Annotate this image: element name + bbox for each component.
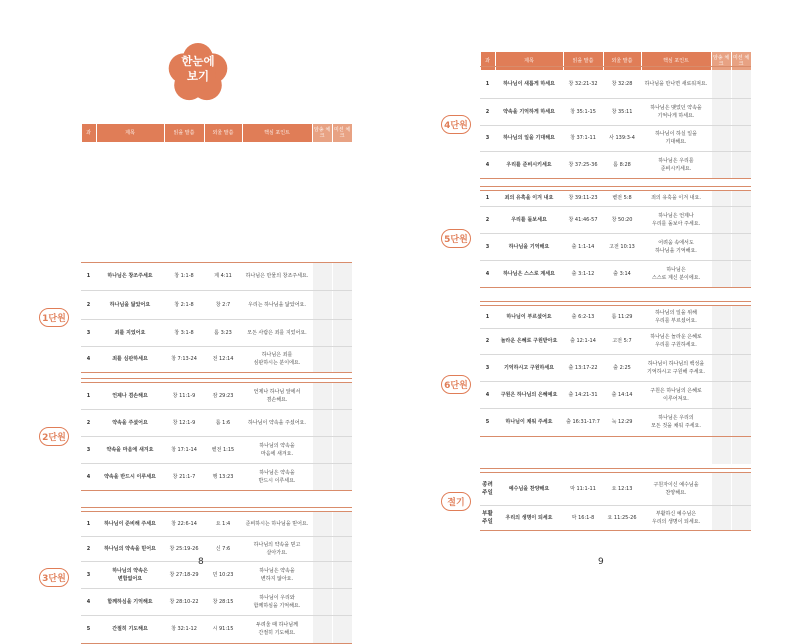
- unit-badge: 2단원: [39, 427, 69, 446]
- recite-check-box[interactable]: [711, 70, 731, 98]
- recite-check-box[interactable]: [711, 206, 731, 233]
- lesson-title: 하나님을 닮았어요: [109, 301, 151, 308]
- lesson-point: 두려울 때 하나님께 간절히 기도해요.: [256, 622, 298, 636]
- lesson-memory: 창 32:28: [611, 81, 633, 87]
- lesson-reading: 창 25:19-26: [169, 545, 199, 552]
- lesson-reading: 출 3:1-12: [571, 270, 595, 277]
- lesson-point: 하나님의 약속을 믿고 살아가요.: [253, 541, 301, 556]
- lesson-memory: 벧전 1:15: [211, 446, 235, 453]
- row-separator: [480, 436, 751, 437]
- lesson-title: 죄의 유혹을 이겨 내요: [504, 195, 554, 201]
- lesson-no: 3: [485, 243, 490, 250]
- row-separator: [480, 530, 751, 531]
- header-point: 핵심 포인트: [243, 124, 312, 142]
- row-separator: [480, 178, 751, 179]
- mission-check-box[interactable]: [332, 561, 352, 588]
- lesson-no: 5: [86, 626, 91, 632]
- lesson-memory: 요 1:4: [215, 520, 231, 527]
- lesson-title: 우리의 생명이 되세요: [505, 514, 553, 521]
- unit-divider-top: [480, 301, 751, 302]
- mission-check-box[interactable]: [332, 382, 352, 409]
- unit-divider-top: [480, 468, 751, 469]
- lesson-no: 종려 주일: [482, 481, 493, 496]
- row-separator: [480, 287, 751, 288]
- lesson-memory: 신 7:6: [215, 545, 231, 552]
- lesson-memory: 민 10:23: [212, 571, 234, 578]
- lesson-row: [480, 505, 751, 530]
- recite-check-box[interactable]: [312, 436, 332, 463]
- lesson-point: 하나님은 놀라운 은혜로 우리를 구원하세요.: [650, 334, 702, 348]
- lesson-reading: 창 28:10-22: [169, 598, 199, 605]
- lesson-row: [480, 260, 751, 287]
- header-reading: 읽을 말씀: [564, 52, 603, 70]
- unit-badge: 1단원: [39, 308, 69, 327]
- lesson-no: 4: [485, 391, 490, 398]
- header-num: 과: [82, 124, 96, 142]
- recite-check-box[interactable]: [312, 615, 332, 643]
- lesson-no: 4: [86, 598, 91, 605]
- lesson-title: 놀라운 은혜로 구원받아요: [500, 338, 558, 344]
- lesson-row: [480, 472, 751, 505]
- lesson-no: 부활 주일: [482, 510, 493, 525]
- mission-check-box[interactable]: [731, 328, 751, 354]
- left-page: [0, 0, 400, 636]
- lesson-no: 1: [485, 195, 490, 201]
- lesson-point: 모든 사람은 죄를 지었어요.: [247, 329, 307, 336]
- lesson-point: 우리는 하나님을 닮았어요.: [248, 301, 306, 308]
- lesson-no: 2: [86, 419, 91, 426]
- recite-check-box[interactable]: [312, 290, 332, 319]
- lesson-title: 하나님을 기억해요: [508, 243, 550, 250]
- lesson-row: [480, 98, 751, 125]
- lesson-row: [480, 151, 751, 178]
- lesson-point: 하나님이 약속을 주셨어요.: [248, 419, 306, 426]
- lesson-row: [480, 305, 751, 328]
- header-title: 제목: [496, 52, 563, 70]
- lesson-title: 하나님의 약속은 변함없어요: [112, 567, 148, 582]
- recite-check-box[interactable]: [312, 409, 332, 436]
- lesson-no: 1: [485, 313, 490, 320]
- lesson-point: 하나님이 하나님의 백성을 기억하시고 구원해 주세요.: [647, 360, 705, 375]
- lesson-point: 하나님은 약속을 변하지 않아요.: [259, 567, 295, 582]
- lesson-memory: 고전 10:13: [609, 243, 635, 250]
- lesson-no: 4: [485, 270, 490, 277]
- lesson-title: 구원은 하나님의 은혜예요: [500, 391, 558, 398]
- mission-check-box[interactable]: [731, 233, 751, 260]
- mission-check-box[interactable]: [731, 260, 751, 287]
- recite-check-box[interactable]: [312, 561, 332, 588]
- lesson-point: 부활하신 예수님은 우리의 생명이 되세요.: [651, 510, 701, 525]
- lesson-point: 어려움 속에서도 하나님을 기억해요.: [655, 239, 697, 254]
- lesson-reading: 창 12:1-9: [172, 419, 196, 426]
- lesson-reading: 창 27:18-29: [169, 571, 199, 578]
- recite-check-box[interactable]: [312, 588, 332, 615]
- lesson-table-right: [444, 52, 751, 530]
- mission-check-box[interactable]: [332, 536, 352, 561]
- lesson-reading: 막 16:1-8: [571, 514, 595, 521]
- lesson-point: 하나님이 하실 일을 기대해요.: [655, 131, 697, 145]
- recite-check-box[interactable]: [711, 408, 731, 436]
- right-page: [400, 0, 800, 586]
- recite-check-box[interactable]: [312, 382, 332, 409]
- lesson-reading: 창 21:1-7: [172, 473, 196, 480]
- lesson-memory: 벧전 5:8: [612, 195, 632, 201]
- header-memory: 외울 말씀: [604, 52, 641, 70]
- header-num: 과: [481, 52, 495, 70]
- recite-check-box[interactable]: [312, 536, 332, 561]
- recite-check-box[interactable]: [312, 346, 332, 372]
- lesson-point: 준비하시는 하나님을 믿어요.: [245, 520, 309, 527]
- header-recite: 암송 체크: [712, 52, 731, 70]
- lesson-point: 하나님의 약속을 마음에 새겨요.: [259, 442, 295, 457]
- lesson-row: [480, 381, 751, 408]
- header-mission: 미션 체크: [333, 124, 352, 142]
- mission-check-box[interactable]: [332, 436, 352, 463]
- lesson-row: [480, 354, 751, 381]
- lesson-reading: 출 16:31-17:7: [566, 419, 600, 425]
- lesson-no: 2: [485, 216, 490, 223]
- unit-divider-top: [81, 507, 352, 508]
- lesson-no: 3: [485, 135, 490, 141]
- mission-check-box[interactable]: [332, 346, 352, 372]
- lesson-point: 하나님은 우리의 모든 것을 채워 주세요.: [651, 415, 701, 429]
- lesson-row: [81, 536, 352, 561]
- mission-check-box[interactable]: [332, 615, 352, 643]
- lesson-title: 약속을 반드시 이루세요: [104, 473, 156, 480]
- lesson-memory: 창 28:15: [212, 598, 234, 605]
- lesson-memory: 고전 5:7: [612, 338, 632, 344]
- lesson-reading: 막 11:1-11: [570, 485, 596, 492]
- unit-divider-top: [81, 378, 352, 379]
- lesson-row: [81, 382, 352, 409]
- lesson-title: 하나님이 부르셨어요: [506, 313, 552, 320]
- lesson-title: 하나님이 채워 주세요: [505, 419, 553, 425]
- mission-check-box[interactable]: [731, 206, 751, 233]
- lesson-memory: 사 139:3-4: [609, 135, 635, 141]
- page-number-right: 9: [598, 557, 604, 567]
- overview-title-line1: 한눈에: [181, 54, 215, 68]
- lesson-no: 5: [485, 419, 490, 425]
- recite-check-box[interactable]: [312, 262, 332, 290]
- lesson-memory: 롬 11:29: [611, 313, 633, 320]
- lesson-title: 약속을 마음에 새겨요: [106, 446, 154, 453]
- lesson-point: 하나님을 만나면 새로워져요.: [644, 81, 708, 87]
- recite-check-box[interactable]: [711, 354, 731, 381]
- lesson-no: 4: [86, 473, 91, 480]
- page-number-left: 8: [198, 557, 204, 567]
- unit-badge: 6단원: [441, 375, 471, 394]
- lesson-no: 2: [86, 301, 91, 308]
- mission-check-box[interactable]: [731, 70, 751, 98]
- lesson-row: [81, 409, 352, 436]
- mission-check-box[interactable]: [332, 290, 352, 319]
- recite-check-box[interactable]: [711, 151, 731, 178]
- lesson-reading: 창 32:1-12: [171, 626, 197, 632]
- lesson-title: 하나님의 약속을 믿어요: [104, 545, 156, 552]
- recite-check-box[interactable]: [711, 472, 731, 505]
- mission-check-box[interactable]: [332, 588, 352, 615]
- recite-check-box[interactable]: [312, 511, 332, 536]
- lesson-memory: 창 35:11: [611, 108, 633, 115]
- lesson-reading: 창 17:1-14: [171, 446, 197, 453]
- recite-check-box[interactable]: [711, 125, 731, 151]
- lesson-row: [81, 463, 352, 490]
- lesson-reading: 창 11:1-9: [172, 392, 196, 399]
- unit-badge: 3단원: [39, 568, 69, 587]
- lesson-point: 구원은 하나님의 은혜로 이루어져요.: [650, 387, 702, 402]
- lesson-row: [81, 615, 352, 643]
- lesson-row: [480, 206, 751, 233]
- lesson-point: 구원자이신 예수님을 찬양해요.: [653, 481, 699, 496]
- lesson-reading: 창 35:1-15: [570, 108, 596, 115]
- lesson-memory: 창 2:7: [215, 301, 231, 308]
- lesson-row: [81, 290, 352, 319]
- header-reading: 읽을 말씀: [165, 124, 204, 142]
- lesson-memory: 계 4:11: [214, 273, 232, 279]
- lesson-point: 하나님은 약속을 반드시 이루세요.: [258, 469, 296, 484]
- lesson-title: 약속을 주셨어요: [112, 419, 148, 426]
- mission-check-box[interactable]: [731, 354, 751, 381]
- lesson-reading: 창 39:11-23: [568, 195, 598, 201]
- lesson-no: 1: [485, 81, 490, 87]
- header-point: 핵심 포인트: [642, 52, 711, 70]
- header-memory: 외울 말씀: [205, 124, 242, 142]
- lesson-title: 우리를 준비시키세요: [506, 161, 552, 168]
- lesson-title: 언제나 겸손해요: [112, 392, 148, 399]
- lesson-point: 하나님은 스스로 계신 분이에요.: [651, 266, 701, 281]
- row-separator: [81, 372, 352, 373]
- lesson-memory: 잠 29:23: [212, 392, 234, 399]
- lesson-no: 2: [485, 108, 490, 115]
- lesson-title: 하나님이 새롭게 하세요: [503, 81, 555, 87]
- lesson-point: 하나님은 맺었던 약속을 기억나게 하세요.: [650, 104, 702, 119]
- recite-check-box[interactable]: [312, 319, 332, 346]
- lesson-reading: 출 12:1-14: [570, 338, 596, 344]
- lesson-no: 2: [485, 338, 490, 344]
- lesson-no: 1: [86, 392, 91, 399]
- overview-title: [166, 54, 230, 84]
- lesson-row: [480, 70, 751, 98]
- lesson-no: 3: [86, 571, 91, 578]
- lesson-reading: 창 3:1-8: [174, 329, 194, 336]
- mission-check-box[interactable]: [731, 151, 751, 178]
- lesson-reading: 출 6:2-13: [571, 313, 595, 320]
- lesson-reading: 창 22:6-14: [171, 520, 197, 527]
- row-separator: [81, 490, 352, 491]
- lesson-memory: 창 50:20: [611, 216, 633, 223]
- recite-check-box[interactable]: [711, 328, 731, 354]
- lesson-row: [480, 233, 751, 260]
- lesson-reading: 창 1:1-8: [174, 273, 194, 279]
- lesson-title: 약속을 기억하게 하세요: [503, 108, 555, 115]
- lesson-row: [81, 561, 352, 588]
- mission-check-box[interactable]: [731, 408, 751, 436]
- mission-check-box[interactable]: [731, 472, 751, 505]
- lesson-reading: 출 1:1-14: [571, 243, 595, 250]
- lesson-title: 죄를 심판하세요: [112, 356, 148, 362]
- lesson-row: [480, 408, 751, 436]
- lesson-point: 하나님은 우리를 준비시키세요.: [658, 157, 694, 172]
- lesson-table-left: [42, 124, 352, 643]
- lesson-no: 4: [485, 161, 490, 168]
- lesson-reading: 창 2:1-8: [174, 301, 194, 308]
- mission-check-box[interactable]: [731, 190, 751, 206]
- lesson-point: 언제나 하나님 앞에서 겸손해요.: [253, 388, 301, 403]
- lesson-no: 3: [86, 446, 91, 453]
- lesson-reading: 창 41:46-57: [568, 216, 598, 223]
- lesson-point: 하나님은 언제나 우리를 돌보아 주세요.: [651, 212, 701, 227]
- lesson-title: 하나님은 창조주세요: [107, 273, 153, 279]
- lesson-no: 1: [86, 520, 91, 527]
- header-mission: 미션 체크: [732, 52, 751, 70]
- lesson-point: 하나님이 우리와 함께하심을 기억해요.: [253, 594, 301, 609]
- lesson-point: 하나님은 만물의 창조주세요.: [245, 273, 309, 279]
- mission-check-box[interactable]: [332, 262, 352, 290]
- unit-badge: 5단원: [441, 229, 471, 248]
- lesson-row: [480, 328, 751, 354]
- lesson-title: 하나님의 일을 기대해요: [503, 135, 555, 141]
- header-title: 제목: [97, 124, 164, 142]
- lesson-title: 죄를 지었어요: [114, 329, 146, 336]
- lesson-memory: 출 2:25: [613, 364, 631, 371]
- mission-check-box[interactable]: [332, 511, 352, 536]
- lesson-memory: 전 12:14: [212, 356, 234, 362]
- lesson-reading: 출 13:17-22: [568, 364, 598, 371]
- lesson-row: [81, 262, 352, 290]
- lesson-title: 예수님을 찬양해요: [508, 485, 550, 492]
- lesson-memory: 출 3:14: [613, 270, 631, 277]
- unit-divider-top: [480, 186, 751, 187]
- recite-check-box[interactable]: [711, 233, 731, 260]
- lesson-memory: 요 11:25-26: [607, 514, 637, 521]
- mission-check-box[interactable]: [731, 505, 751, 530]
- lesson-memory: 롬 8:28: [613, 161, 631, 168]
- mission-check-box[interactable]: [731, 125, 751, 151]
- recite-check-box[interactable]: [711, 260, 731, 287]
- recite-check-box[interactable]: [711, 381, 731, 408]
- lesson-row: [81, 588, 352, 615]
- unit-badge: 4단원: [441, 115, 471, 134]
- lesson-title: 간절히 기도해요: [112, 626, 148, 632]
- lesson-reading: 출 14:21-31: [568, 391, 598, 398]
- mission-check-box[interactable]: [332, 409, 352, 436]
- lesson-memory: 눅 12:29: [611, 419, 633, 425]
- mission-check-box[interactable]: [731, 98, 751, 125]
- overview-title-line2: 보기: [186, 69, 210, 83]
- lesson-row: [480, 125, 751, 151]
- lesson-reading: 창 32:21-32: [568, 81, 598, 87]
- recite-check-box[interactable]: [711, 505, 731, 530]
- recite-check-box[interactable]: [711, 190, 731, 206]
- lesson-memory: 행 13:23: [212, 473, 234, 480]
- lesson-reading: 창 37:1-11: [570, 135, 596, 141]
- lesson-point: 하나님의 일을 위해 우리를 부르셨어요.: [655, 309, 697, 324]
- lesson-memory: 롬 1:6: [215, 419, 231, 426]
- lesson-row: [480, 190, 751, 206]
- lesson-title: 우리를 돌보세요: [511, 216, 547, 223]
- lesson-row: [81, 319, 352, 346]
- mission-check-box[interactable]: [731, 305, 751, 328]
- mission-check-box[interactable]: [731, 381, 751, 408]
- lesson-memory: 롬 3:23: [214, 329, 232, 336]
- lesson-row: [81, 511, 352, 536]
- recite-check-box[interactable]: [711, 305, 731, 328]
- unit-badge: 절기: [441, 492, 471, 511]
- lesson-memory: 요 12:13: [611, 485, 633, 492]
- lesson-row: [81, 436, 352, 463]
- recite-check-box[interactable]: [312, 463, 332, 490]
- mission-check-box[interactable]: [332, 463, 352, 490]
- lesson-title: 함께하심을 기억해요: [107, 598, 153, 605]
- lesson-title: 하나님은 스스로 계세요: [503, 270, 555, 277]
- lesson-no: 2: [86, 545, 91, 552]
- header-recite: 암송 체크: [313, 124, 332, 142]
- lesson-no: 1: [86, 273, 91, 279]
- lesson-no: 3: [485, 364, 490, 371]
- lesson-reading: 창 7:13-24: [171, 356, 197, 362]
- lesson-memory: 시 91:15: [212, 626, 234, 632]
- mission-check-box[interactable]: [332, 319, 352, 346]
- lesson-title: 기억하시고 구원하세요: [503, 364, 555, 371]
- recite-check-box[interactable]: [711, 98, 731, 125]
- lesson-point: 하나님은 죄를 심판하시는 분이에요.: [253, 352, 301, 366]
- lesson-memory: 출 14:14: [611, 391, 633, 398]
- lesson-no: 3: [86, 329, 91, 336]
- lesson-no: 4: [86, 356, 91, 362]
- lesson-title: 하나님이 준비해 주세요: [104, 520, 156, 527]
- lesson-reading: 창 37:25-36: [568, 161, 598, 168]
- lesson-row: [81, 346, 352, 372]
- unit-divider-top: [480, 66, 751, 67]
- lesson-point: 죄의 유혹을 이겨 내요.: [651, 195, 701, 201]
